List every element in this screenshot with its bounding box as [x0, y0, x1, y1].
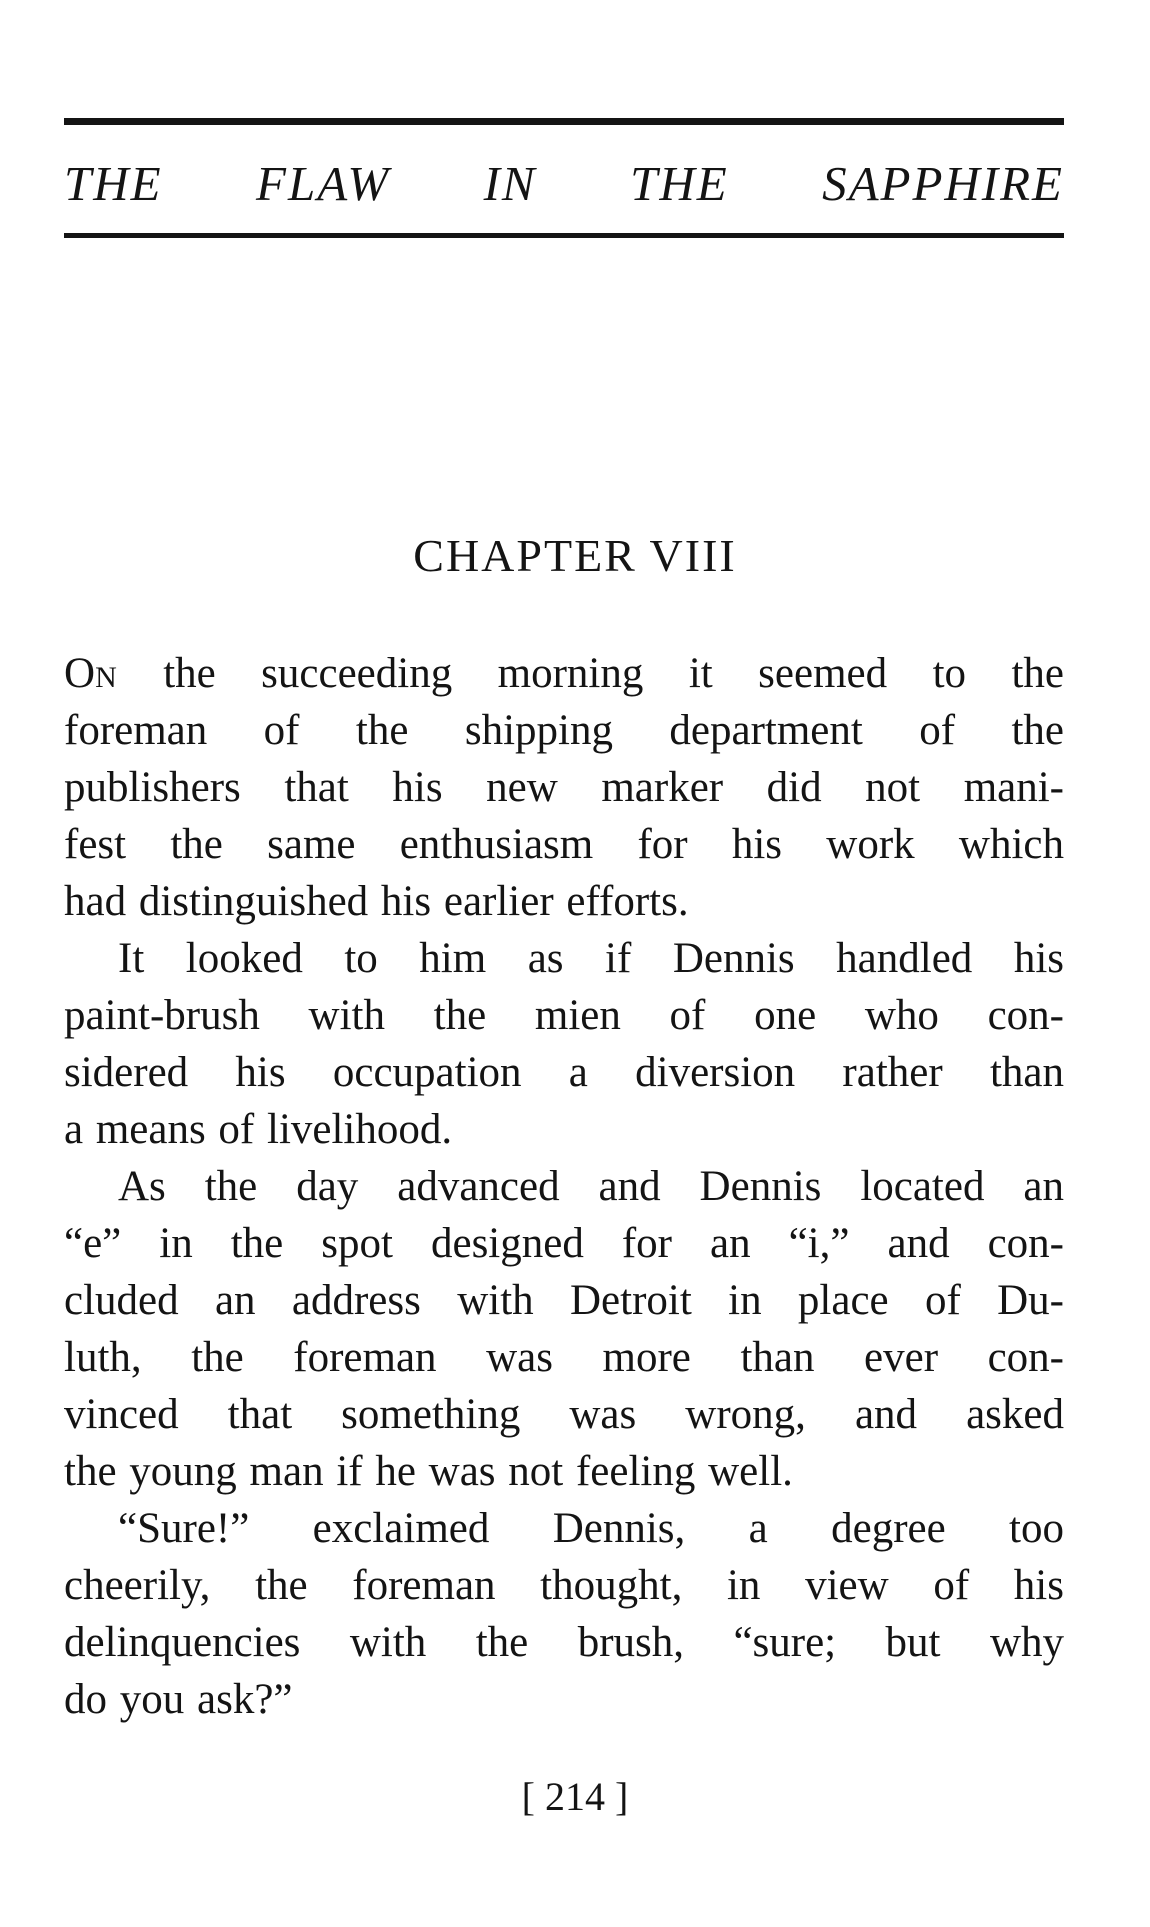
text-line: “e” in the spot designed for an “i,” and con- — [64, 1220, 1064, 1267]
text-line: “Sure!” exclaimed Dennis, a degree too — [118, 1505, 1064, 1552]
text-line: had distinguished his earlier efforts. — [64, 878, 689, 925]
text-line: the young man if he was not feeling well. — [64, 1448, 793, 1495]
paragraph-2 — [64, 930, 1064, 1158]
text-line: paint-brush with the mien of one who con- — [64, 992, 1064, 1039]
header-rule-bottom — [64, 233, 1064, 238]
small-caps: N — [95, 661, 118, 694]
text-line: sidered his occupation a diversion rather than — [64, 1049, 1064, 1096]
text-line: cluded an address with Detroit in place of Du- — [64, 1277, 1064, 1324]
text-line: delinquencies with the brush, “sure; but why — [64, 1619, 1064, 1666]
text-line: cheerily, the foreman thought, in view of his — [64, 1562, 1064, 1609]
paragraph-4 — [64, 1500, 1064, 1728]
text-line: a means of livelihood. — [64, 1106, 453, 1153]
header-rule-top — [64, 118, 1064, 125]
text-line — [64, 645, 1064, 702]
text-line: do you ask?” — [64, 1676, 293, 1723]
text-line: fest the same enthusiasm for his work which — [64, 821, 1064, 868]
text-line: publishers that his new marker did not mani- — [64, 764, 1064, 811]
running-head: THE FLAW IN THE SAPPHIRE — [64, 156, 1064, 211]
body-text — [64, 645, 1064, 1728]
text-line: It looked to him as if Dennis handled his — [118, 935, 1064, 982]
chapter-title: CHAPTER VIII — [413, 530, 737, 581]
text-line: As the day advanced and Dennis located an — [118, 1163, 1064, 1210]
page-number: [ 214 ] — [521, 1774, 629, 1819]
text-line: vinced that something was wrong, and asked — [64, 1391, 1064, 1438]
paragraph-3 — [64, 1158, 1064, 1500]
text-line: foreman of the shipping department of the — [64, 707, 1064, 754]
paragraph-1 — [64, 645, 1064, 930]
drop-cap: O — [64, 650, 96, 697]
line-text: the succeeding morning it seemed to the — [117, 650, 1064, 697]
text-line: luth, the foreman was more than ever con- — [64, 1334, 1064, 1381]
